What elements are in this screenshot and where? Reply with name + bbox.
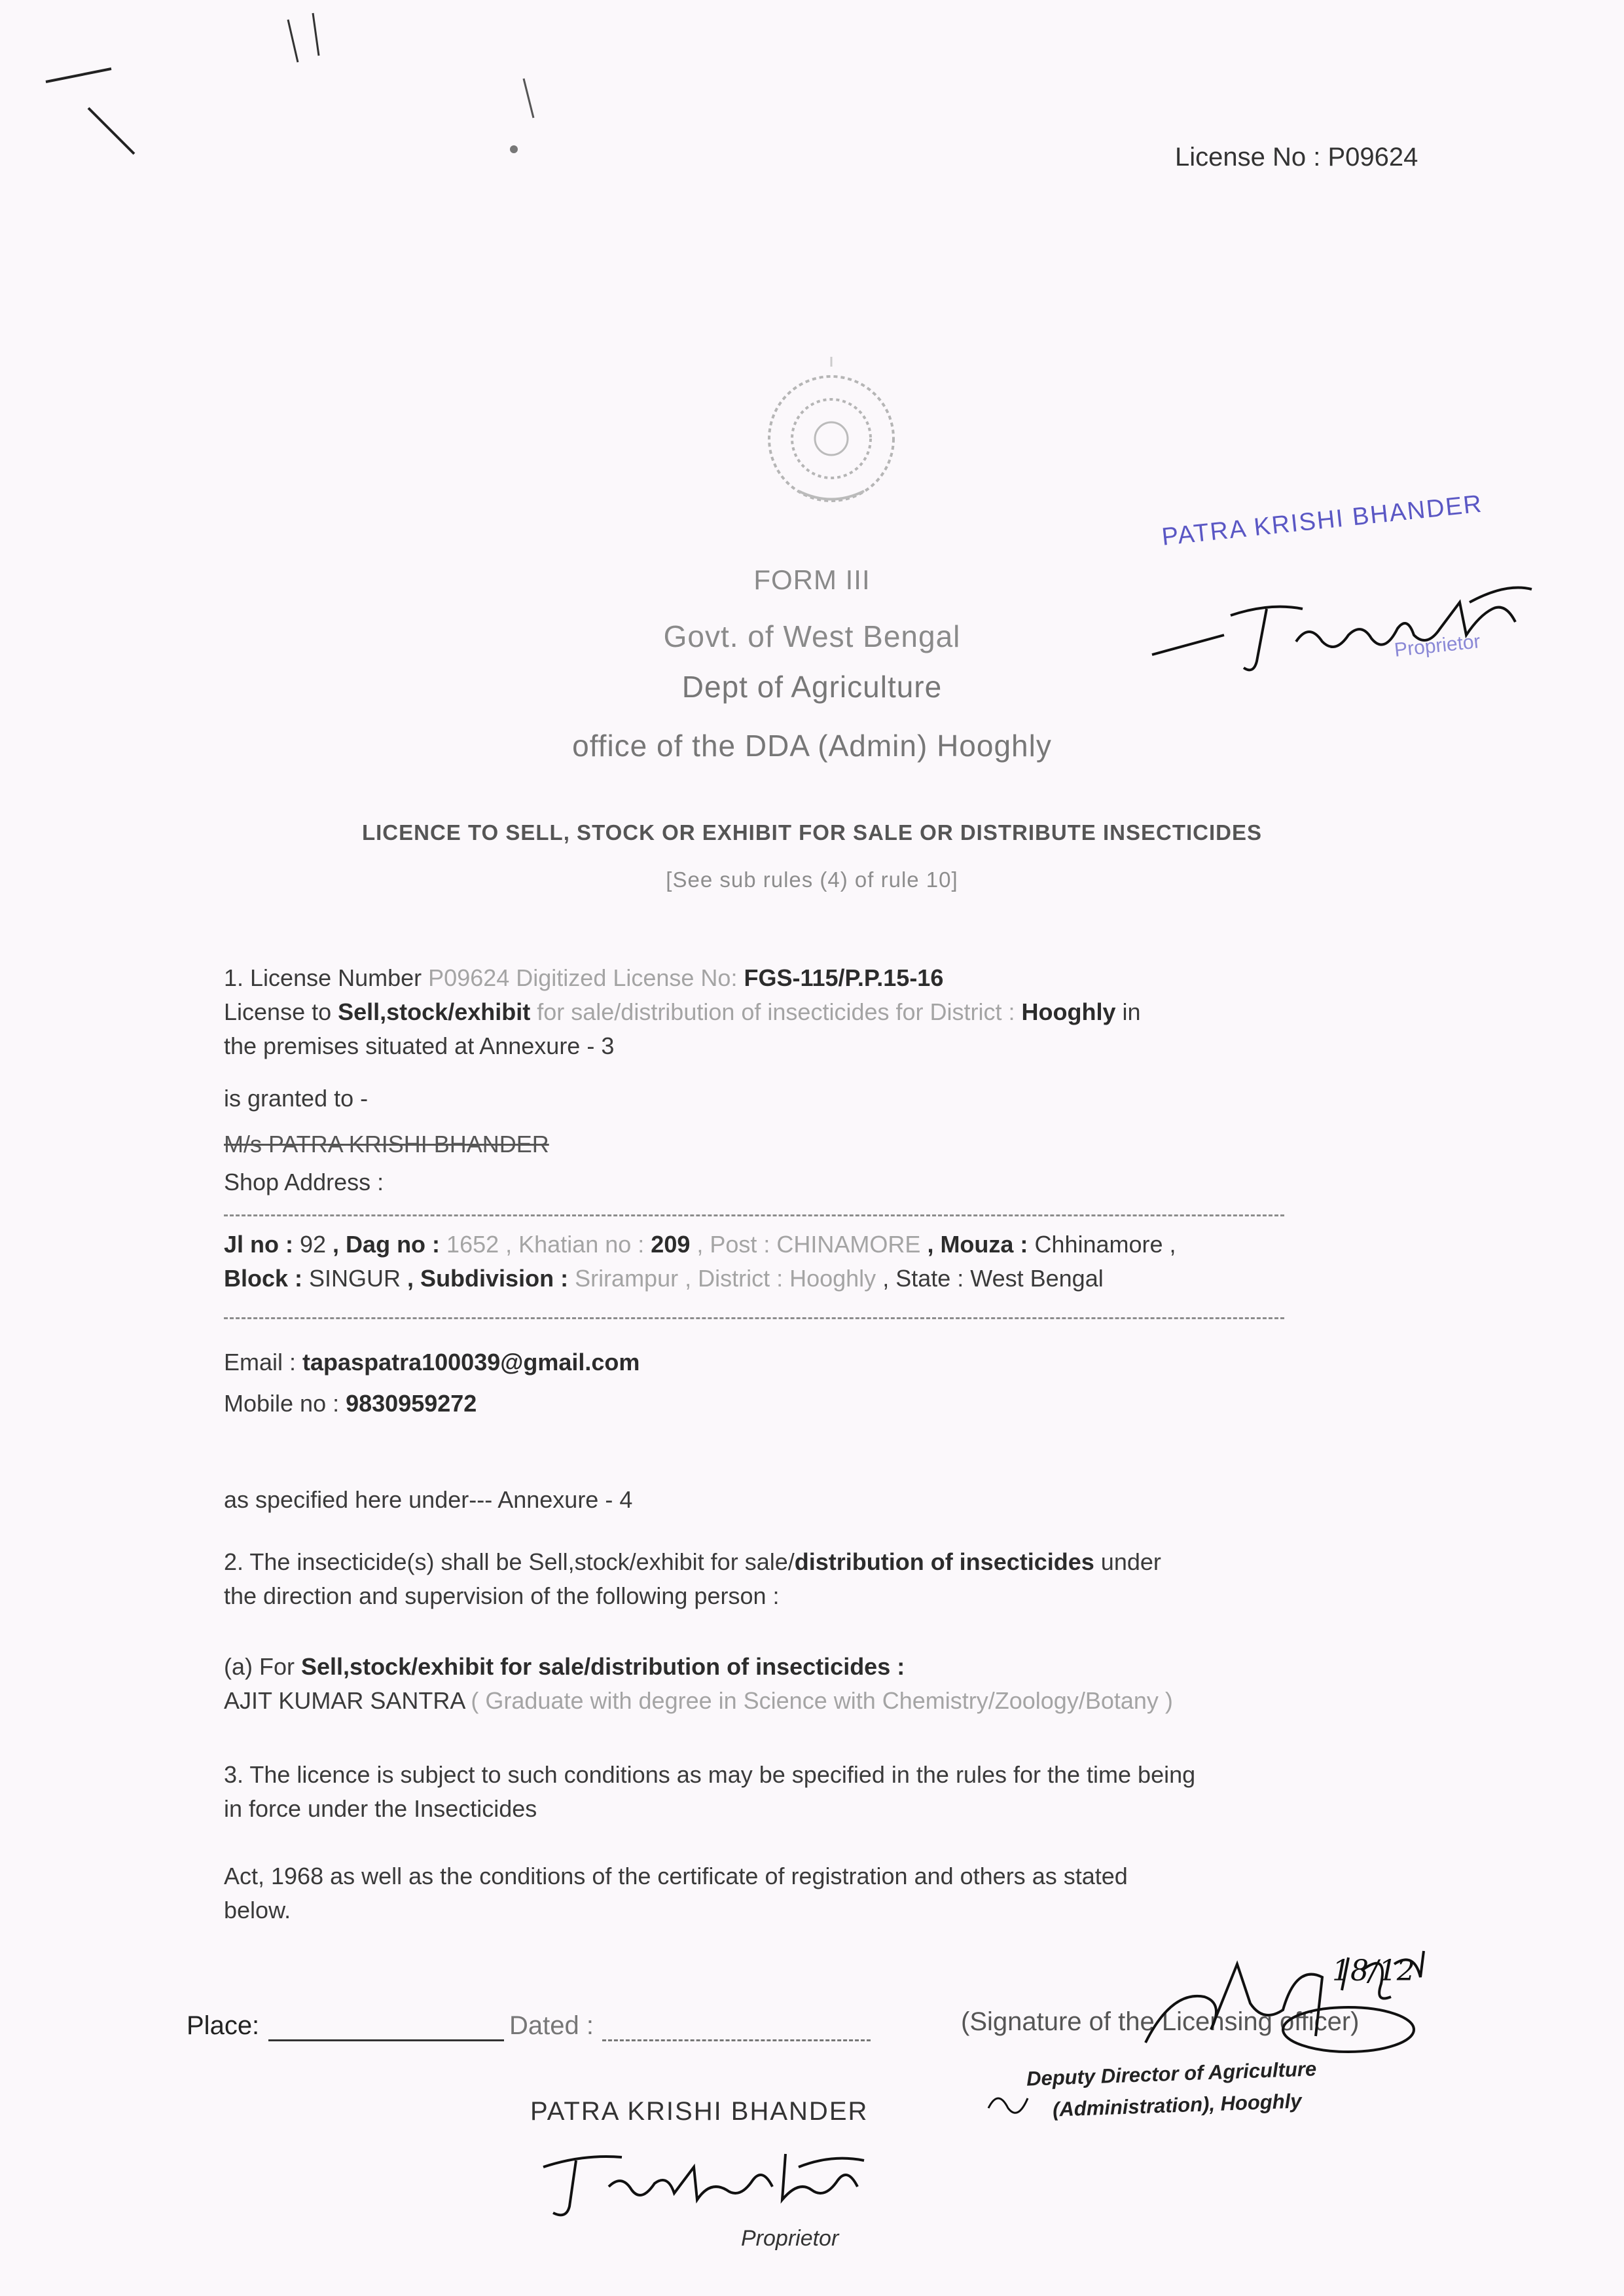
dated-label: Dated :	[509, 2011, 594, 2040]
firm-name: M/s PATRA KRISHI BHANDER	[224, 1131, 549, 1157]
block-label: Block :	[224, 1265, 310, 1292]
granted-to: is granted to -	[224, 1085, 369, 1112]
signature-label: (Signature of the Licensing officer)	[961, 2007, 1360, 2036]
shop-address	[224, 1228, 1422, 1296]
firm-stamp: PATRA KRISHI BHANDER	[1160, 490, 1485, 551]
corner-marks	[0, 0, 589, 210]
mobile-value: 9830959272	[346, 1390, 477, 1417]
mobile-label: Mobile no :	[224, 1390, 346, 1417]
stamp-proprietor-label: Proprietor	[1393, 630, 1482, 661]
section3-line4: below.	[224, 1897, 291, 1923]
email-label: Email :	[224, 1349, 303, 1376]
line2-end: in	[1115, 998, 1141, 1025]
khatian-label: , Khatian no :	[499, 1231, 651, 1258]
post-value: CHINAMORE	[776, 1231, 921, 1258]
form-label: FORM III	[753, 564, 871, 595]
bottom-proprietor-label: Proprietor	[741, 2226, 839, 2251]
email-value: tapaspatra100039@gmail.com	[302, 1349, 640, 1376]
dda-designation: Deputy Director of Agriculture	[1026, 2057, 1317, 2090]
section2a-bold: Sell,stock/exhibit for sale/distribution of insecticides :	[301, 1653, 905, 1680]
subdivision-label: , Subdivision :	[401, 1265, 575, 1292]
sale-distribution-text: for sale/distribution of insecticides for District :	[530, 998, 1022, 1025]
subdivision-value: Srirampur	[575, 1265, 679, 1292]
district-value: Hooghly	[1021, 998, 1116, 1025]
bottom-firm-stamp: PATRA KRISHI BHANDER	[530, 2097, 869, 2126]
section-3	[224, 1758, 1422, 1826]
digitized-label: Digitized License No:	[509, 964, 744, 991]
dated-underline	[602, 2039, 871, 2041]
place-label: Place:	[187, 2011, 260, 2040]
section2a-prefix: (a) For	[224, 1653, 302, 1680]
office-label: office of the DDA (Admin) Hooghly	[572, 729, 1052, 763]
section2-bold: distribution of insecticides	[794, 1548, 1094, 1575]
section-2a	[224, 1650, 1422, 1718]
license-to-label: License to	[224, 998, 338, 1025]
state-emblem-icon	[759, 354, 903, 524]
jl-value: 92	[300, 1231, 327, 1258]
section3-line2: in force under the Insecticides	[224, 1795, 537, 1822]
digitized-code: FGS-115/P.P.15-16	[744, 964, 944, 991]
address-district-value: Hooghly	[789, 1265, 876, 1292]
place-underline	[268, 2039, 504, 2041]
govt-label: Govt. of West Bengal	[663, 619, 961, 653]
section3-line3: Act, 1968 as well as the conditions of the certificate of registration and others as stated	[224, 1863, 1128, 1889]
mobile-line	[224, 1387, 1422, 1421]
specified-line: as specified here under--- Annexure - 4	[224, 1486, 633, 1513]
document-title: LICENCE TO SELL, STOCK OR EXHIBIT FOR SALE OR DISTRIBUTE INSECTICIDES	[361, 820, 1263, 845]
section2-line2: the direction and supervision of the following person :	[224, 1582, 780, 1609]
section1-prefix: 1. License Number	[224, 964, 429, 991]
khatian-value: 209	[651, 1231, 691, 1258]
dag-label: , Dag no :	[326, 1231, 447, 1258]
jl-label: Jl no :	[224, 1231, 300, 1258]
email-line	[224, 1345, 1422, 1379]
premises-line: the premises situated at Annexure - 3	[224, 1032, 615, 1059]
section-3-cont	[224, 1859, 1422, 1927]
dag-value: 1652	[446, 1231, 499, 1258]
state-label: , State :	[876, 1265, 971, 1292]
section3-line1: 3. The licence is subject to such conditions as may be specified in the rules for the time being	[224, 1761, 1196, 1788]
proprietor-signature-top	[1139, 563, 1545, 694]
address-bottom-rule	[224, 1317, 1284, 1319]
sell-stock-label: Sell,stock/exhibit	[338, 998, 531, 1025]
dda-office: (Administration), Hooghly	[1052, 2089, 1303, 2121]
initial-mark	[982, 2082, 1041, 2128]
post-label: , Post :	[690, 1231, 777, 1258]
dept-label: Dept of Agriculture	[681, 670, 943, 704]
section-1	[224, 961, 1422, 1063]
section2-start: 2. The insecticide(s) shall be Sell,stock/exhibit for sale/	[224, 1548, 795, 1575]
shop-address-label: Shop Address :	[224, 1169, 384, 1195]
proprietor-signature-bottom	[524, 2128, 877, 2226]
district-label: , District :	[678, 1265, 790, 1292]
supervisor-name: AJIT KUMAR SANTRA	[224, 1687, 465, 1714]
license-number-header: License No : P09624	[1175, 143, 1418, 172]
mouza-label: , Mouza :	[920, 1231, 1035, 1258]
supervisor-qualification: ( Graduate with degree in Science with Chemistry/Zoology/Botany )	[464, 1687, 1173, 1714]
mouza-value: Chhinamore ,	[1034, 1231, 1176, 1258]
officer-initials: 18/12	[1332, 1954, 1415, 1988]
address-top-rule	[224, 1214, 1284, 1216]
state-value: West Bengal	[970, 1265, 1104, 1292]
block-value: SINGUR	[309, 1265, 401, 1292]
document-subtitle: [See sub rules (4) of rule 10]	[666, 867, 958, 892]
section-2	[224, 1545, 1422, 1613]
license-number-value: P09624	[428, 964, 510, 991]
section2-end: under	[1094, 1548, 1161, 1575]
